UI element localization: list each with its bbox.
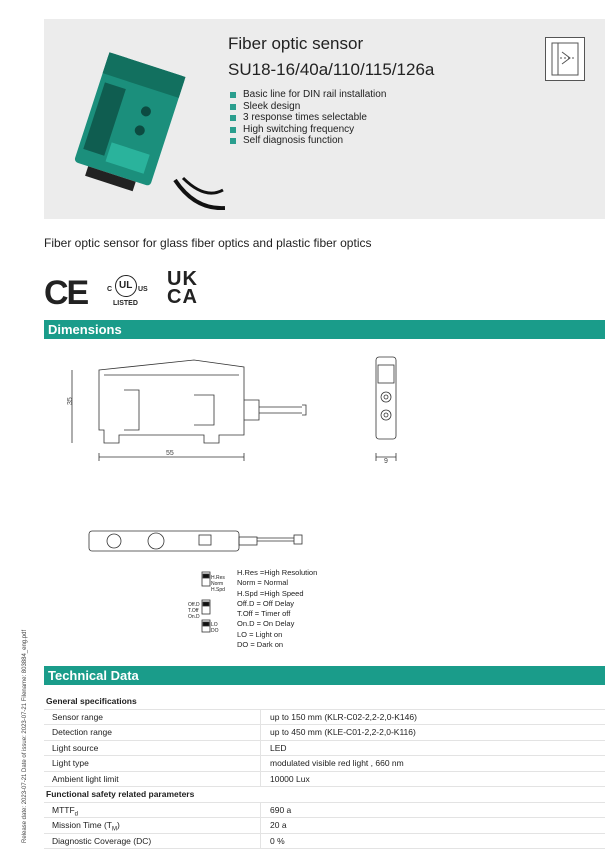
- switch-group-3: LO DO: [211, 622, 219, 634]
- ukca-mark: [167, 270, 198, 306]
- general-spec-header: General specifications: [46, 696, 137, 706]
- dim-width: 9: [384, 458, 388, 465]
- product-model: SU18-16/40a/110/115/126a: [228, 60, 435, 79]
- table-row: Light source LED: [44, 741, 605, 757]
- ukca-line1: UK: [167, 268, 198, 290]
- legend-item: DO = Dark on: [237, 640, 284, 650]
- switch-legend: [237, 568, 317, 650]
- ul-listed-mark: [107, 272, 155, 312]
- table-row: [44, 694, 605, 710]
- switch-group-1: H.Res Norm H.Spd: [211, 575, 225, 593]
- technical-data-table: [44, 694, 605, 849]
- feature-item: Sleek design: [230, 101, 386, 113]
- product-name: Fiber optic sensor: [228, 34, 364, 53]
- table-row: Sensor range up to 150 mm (KLR-C02-2,2-2,0-K146): [44, 710, 605, 726]
- product-description: Fiber optic sensor for glass fiber optics and plastic fiber optics: [44, 236, 372, 250]
- front-view-drawing: [376, 357, 396, 461]
- legend-item: Norm = Normal: [237, 578, 289, 588]
- dimensions-header: Dimensions: [44, 320, 605, 339]
- table-row: [44, 787, 605, 803]
- switch-diagrams: [202, 572, 210, 632]
- technical-data-header: Technical Data: [44, 666, 605, 685]
- table-row: Detection range up to 450 mm (KLE-C01-2,2-2,0-K116): [44, 725, 605, 741]
- table-row: Ambient light limit 10000 Lux: [44, 772, 605, 788]
- ul-c-label: C: [107, 286, 113, 293]
- release-info: Release date: 2023-07-21 Date of issue: 2023-07-21 Filename: 803884_eng.pdf: [22, 629, 28, 843]
- dim-length: 55: [166, 450, 174, 457]
- legend-item: H.Res =High Resolution: [237, 568, 318, 577]
- ul-listed-label: LISTED: [113, 300, 138, 307]
- feature-list: [230, 89, 386, 147]
- side-view-drawing: [72, 360, 306, 461]
- legend-item: On.D = On Delay: [237, 619, 295, 629]
- feature-item: High switching frequency: [230, 124, 386, 136]
- product-image: [55, 40, 225, 210]
- feature-item: Basic line for DIN rail installation: [230, 89, 386, 101]
- switch-group-2: Off.D T.Off On.D: [188, 602, 200, 620]
- ukca-line2: CA: [167, 286, 198, 308]
- legend-item: T.Off = Timer off: [237, 609, 291, 619]
- dim-height: 35: [67, 397, 74, 405]
- table-row: Light type modulated visible red light , 660 nm: [44, 756, 605, 772]
- legend-item: LO = Light on: [237, 629, 283, 639]
- ce-mark: CE: [44, 274, 88, 312]
- table-row: Diagnostic Coverage (DC) 0 %: [44, 834, 605, 850]
- ul-us-label: US: [138, 286, 148, 293]
- table-row: $MTTF_d$ 690 a: [44, 803, 605, 819]
- safety-header: Functional safety related parameters: [46, 789, 195, 799]
- feature-item: 3 response times selectable: [230, 112, 386, 124]
- feature-item: Self diagnosis function: [230, 135, 386, 147]
- legend-item: Off.D = Off Delay: [237, 598, 295, 608]
- table-row: Mission Time $(T_M)$ 20 a: [44, 818, 605, 834]
- top-view-drawing: [89, 531, 302, 551]
- sensor-symbol-icon: [545, 37, 585, 81]
- ul-label: UL: [119, 280, 133, 291]
- dimension-drawings: [44, 345, 605, 665]
- legend-item: H.Spd =High Speed: [237, 588, 304, 598]
